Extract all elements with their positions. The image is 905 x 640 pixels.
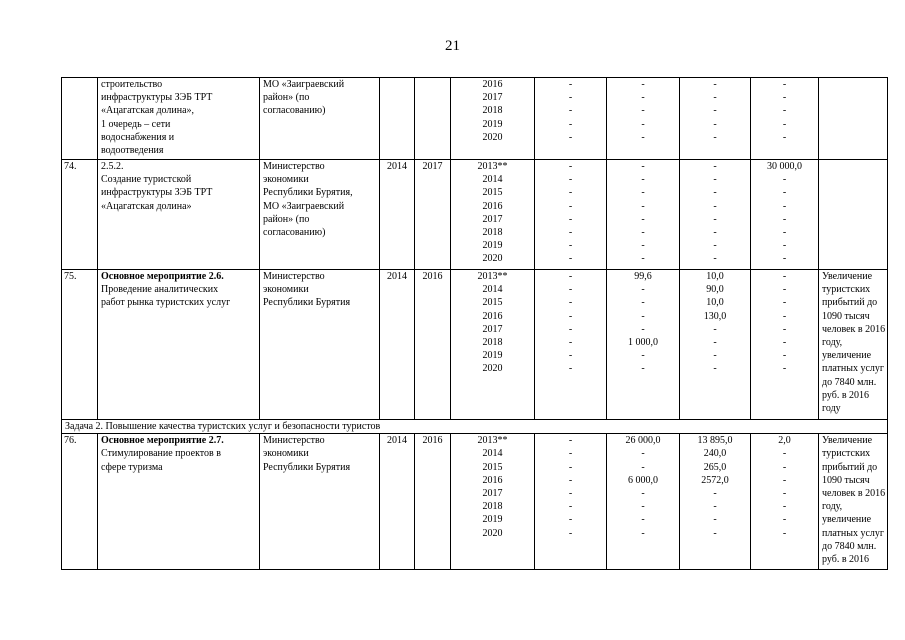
year-value: 2020 — [482, 527, 503, 539]
funding-value: - — [713, 200, 717, 212]
funding-value: - — [568, 310, 573, 322]
funding-value: - — [782, 527, 787, 539]
funding-value: - — [782, 105, 787, 117]
funding-value: - — [782, 118, 787, 130]
funding-value: 30 000,0 — [767, 161, 802, 172]
funding-value: - — [713, 105, 717, 117]
funding-value: - — [568, 461, 573, 473]
activity-name-line: строительство — [101, 79, 163, 90]
funding-value: 265,0 — [703, 461, 727, 473]
funding-value: - — [782, 487, 787, 499]
executor — [260, 78, 380, 160]
funding-value: 10,0 — [706, 297, 724, 309]
year-value: 2018 — [482, 105, 503, 117]
funding-value: 10,0 — [706, 271, 724, 282]
result-line: увеличение — [822, 350, 872, 362]
executor-line: Республики Бурятия — [263, 461, 351, 473]
funding-column-4 — [751, 78, 819, 160]
funding-value: - — [641, 240, 645, 252]
end-year: 2016 — [415, 270, 451, 420]
year-list — [451, 78, 535, 160]
funding-value: - — [782, 284, 787, 296]
activity-title-bold: Основное мероприятие 2.7. — [101, 435, 224, 447]
result-line: руб. в 2016 — [822, 553, 870, 565]
funding-value: - — [782, 461, 787, 473]
funding-column-4 — [751, 434, 819, 570]
funding-value: - — [641, 461, 645, 473]
funding-value: - — [782, 213, 787, 225]
activity-name-line: работ рынка туристских услуг — [101, 297, 231, 309]
funding-value: - — [568, 118, 573, 130]
funding-value: - — [568, 363, 573, 375]
executor — [260, 434, 380, 570]
funding-value: - — [782, 363, 787, 375]
year-value: 2016 — [482, 474, 503, 486]
executor-line: экономики — [263, 448, 309, 460]
funding-value: - — [568, 448, 573, 460]
funding-value: - — [713, 187, 717, 199]
funding-value: 26 000,0 — [625, 435, 661, 447]
year-value: 2017 — [482, 92, 503, 104]
funding-value: - — [568, 131, 573, 143]
year-value: 2017 — [482, 323, 503, 335]
year-value: 2014 — [482, 174, 503, 186]
result-line: платных услуг — [822, 527, 884, 539]
funding-value: - — [568, 79, 573, 90]
funding-value: - — [568, 297, 573, 309]
table-row — [62, 78, 888, 160]
funding-value: - — [568, 253, 573, 265]
funding-value: - — [641, 284, 645, 296]
funding-value: - — [713, 527, 717, 539]
funding-value: - — [568, 213, 573, 225]
result-line: Увеличение — [822, 271, 873, 282]
funding-value: - — [782, 350, 787, 362]
funding-value: - — [713, 323, 717, 335]
result-line: Увеличение — [822, 435, 873, 447]
funding-value: 2572,0 — [701, 474, 729, 486]
funding-value: - — [782, 448, 787, 460]
funding-value: - — [782, 187, 787, 199]
funding-value: 1 000,0 — [628, 336, 658, 348]
funding-value: - — [641, 363, 645, 375]
funding-value: - — [641, 501, 645, 513]
funding-value: - — [713, 350, 717, 362]
activity-name-line: 1 очередь – сети — [101, 118, 171, 130]
year-value: 2019 — [482, 350, 503, 362]
executor-line: согласованию) — [263, 105, 326, 117]
page-number: 21 — [445, 38, 460, 54]
funding-value: - — [568, 187, 573, 199]
funding-value: - — [713, 226, 717, 238]
funding-value: - — [568, 350, 573, 362]
year-value: 2013** — [477, 435, 508, 447]
funding-value: - — [641, 213, 645, 225]
executor-line: Министерство — [263, 161, 325, 172]
funding-value: - — [782, 131, 787, 143]
year-value: 2020 — [482, 131, 503, 143]
row-number: 75. — [62, 270, 98, 420]
funding-value: - — [641, 161, 645, 172]
funding-column-1 — [535, 434, 607, 570]
table-row — [62, 270, 888, 420]
funding-value: - — [568, 284, 573, 296]
activity-name-line: Проведение аналитических — [101, 284, 219, 296]
funding-value: - — [782, 514, 787, 526]
funding-value: - — [782, 297, 787, 309]
executor-line: согласованию) — [263, 226, 326, 238]
expected-result — [819, 78, 888, 160]
funding-column-1 — [535, 270, 607, 420]
result-line: руб. в 2016 — [822, 389, 870, 401]
year-value: 2019 — [482, 118, 503, 130]
executor — [260, 270, 380, 420]
funding-value: - — [782, 501, 787, 513]
activity-name-line: «Ацагатская долина», — [101, 105, 195, 117]
funding-value: - — [568, 161, 573, 172]
funding-value: - — [713, 79, 717, 90]
funding-value: - — [782, 336, 787, 348]
funding-value: - — [641, 448, 645, 460]
funding-value: 240,0 — [703, 448, 727, 460]
year-list — [451, 270, 535, 420]
activity-name — [98, 78, 260, 160]
funding-column-2 — [607, 270, 680, 420]
funding-value: 90,0 — [706, 284, 724, 296]
row-number — [62, 78, 98, 160]
activity-title-bold: Основное мероприятие 2.6. — [101, 271, 224, 282]
activity-name-line: Стимулирование проектов в — [101, 448, 221, 460]
start-year: 2014 — [380, 270, 415, 420]
year-value: 2016 — [482, 79, 503, 90]
funding-value: - — [641, 297, 645, 309]
funding-value: - — [568, 435, 573, 447]
year-value: 2018 — [482, 336, 503, 348]
funding-value: - — [713, 501, 717, 513]
funding-value: - — [641, 350, 645, 362]
funding-value: - — [713, 174, 717, 186]
funding-value: - — [641, 174, 645, 186]
funding-value: - — [641, 310, 645, 322]
funding-value: - — [782, 79, 787, 90]
result-line: году, — [822, 501, 843, 513]
table-row — [62, 434, 888, 570]
year-value: 2020 — [482, 363, 503, 375]
result-line: году, — [822, 336, 843, 348]
funding-value: - — [782, 200, 787, 212]
start-year: 2014 — [380, 434, 415, 570]
executor-line: район» (по — [263, 213, 310, 225]
funding-value: 6 000,0 — [628, 474, 658, 486]
expected-result — [819, 434, 888, 570]
activity-name — [98, 434, 260, 570]
funding-column-4 — [751, 270, 819, 420]
funding-value: - — [641, 323, 645, 335]
end-year: 2016 — [415, 434, 451, 570]
funding-value: 99,6 — [634, 271, 652, 282]
year-value: 2019 — [482, 514, 503, 526]
result-line: человек в 2016 — [822, 323, 886, 335]
funding-value: - — [782, 92, 787, 104]
activity-name — [98, 160, 260, 270]
activity-name-line: инфраструктуры ЗЭБ ТРТ — [101, 92, 213, 104]
funding-value: - — [568, 92, 573, 104]
result-line: до 7840 млн. — [822, 540, 877, 552]
funding-value: - — [713, 131, 717, 143]
funding-value: - — [713, 514, 717, 526]
task-row — [62, 420, 888, 434]
result-line: прибытий до — [822, 461, 878, 473]
result-line: туристских — [822, 448, 871, 460]
funding-value: - — [641, 118, 645, 130]
funding-value: - — [568, 487, 573, 499]
funding-value: - — [782, 323, 787, 335]
funding-value: - — [568, 323, 573, 335]
executor-line: Министерство — [263, 271, 325, 282]
funding-value: - — [713, 253, 717, 265]
funding-value: - — [568, 200, 573, 212]
year-value: 2018 — [482, 501, 503, 513]
funding-value: - — [568, 501, 573, 513]
funding-value: - — [641, 92, 645, 104]
result-line: увеличение — [822, 514, 872, 526]
funding-column-3 — [680, 78, 751, 160]
funding-value: 130,0 — [703, 310, 727, 322]
result-line: 1090 тысяч — [822, 474, 870, 486]
funding-column-3 — [680, 160, 751, 270]
result-line: до 7840 млн. — [822, 376, 877, 388]
funding-value: - — [568, 527, 573, 539]
funding-value: - — [568, 240, 573, 252]
funding-value: - — [568, 514, 573, 526]
funding-value: - — [568, 174, 573, 186]
funding-value: - — [713, 336, 717, 348]
year-value: 2015 — [482, 297, 503, 309]
funding-value: - — [713, 161, 717, 172]
funding-value: - — [641, 131, 645, 143]
funding-value: - — [713, 240, 717, 252]
year-value: 2018 — [482, 226, 503, 238]
funding-value: - — [568, 336, 573, 348]
year-list — [451, 160, 535, 270]
activity-name-line: водоотведения — [101, 144, 164, 156]
funding-value: - — [641, 226, 645, 238]
year-value: 2017 — [482, 213, 503, 225]
row-number: 76. — [62, 434, 98, 570]
expected-result — [819, 160, 888, 270]
funding-value: - — [568, 271, 573, 282]
funding-column-2 — [607, 160, 680, 270]
table-row — [62, 160, 888, 270]
executor-line: экономики — [263, 284, 309, 296]
activity-name-line: инфраструктуры ЗЭБ ТРТ — [101, 187, 213, 199]
funding-column-2 — [607, 78, 680, 160]
funding-value: - — [713, 118, 717, 130]
year-value: 2020 — [482, 253, 503, 265]
activity-name-line: Создание туристской — [101, 174, 192, 186]
start-year: 2014 — [380, 160, 415, 270]
funding-value: - — [641, 487, 645, 499]
result-line: туристских — [822, 284, 871, 296]
executor — [260, 160, 380, 270]
activity-name-line: сфере туризма — [101, 461, 163, 473]
funding-value: - — [782, 240, 787, 252]
funding-value: - — [641, 527, 645, 539]
funding-value: - — [641, 79, 645, 90]
table-body — [62, 78, 888, 570]
result-line: прибытий до — [822, 297, 878, 309]
year-value: 2014 — [482, 284, 503, 296]
funding-value: - — [713, 487, 717, 499]
funding-column-4 — [751, 160, 819, 270]
result-line: 1090 тысяч — [822, 310, 870, 322]
funding-value: 13 895,0 — [697, 435, 733, 447]
activity-name-line: водоснабжения и — [101, 131, 175, 143]
end-year: 2017 — [415, 160, 451, 270]
funding-value: - — [782, 310, 787, 322]
funding-column-3 — [680, 434, 751, 570]
funding-value: - — [641, 105, 645, 117]
activity-name-line: «Ацагатская долина» — [101, 200, 192, 212]
funding-value: - — [782, 271, 787, 282]
year-value: 2019 — [482, 240, 503, 252]
year-value: 2017 — [482, 487, 503, 499]
funding-value: - — [568, 105, 573, 117]
funding-value: - — [713, 92, 717, 104]
funding-value: - — [568, 226, 573, 238]
funding-column-2 — [607, 434, 680, 570]
funding-column-1 — [535, 78, 607, 160]
year-value: 2013** — [477, 161, 508, 172]
year-value: 2015 — [482, 187, 503, 199]
funding-column-3 — [680, 270, 751, 420]
year-list — [451, 434, 535, 570]
program-table — [61, 77, 888, 570]
funding-value: - — [641, 187, 645, 199]
funding-value: - — [782, 253, 787, 265]
funding-value: - — [641, 200, 645, 212]
year-value: 2015 — [482, 461, 503, 473]
expected-result — [819, 270, 888, 420]
task-heading: Задача 2. Повышение качества туристских услуг и безопасности туристов — [62, 420, 888, 434]
result-line: человек в 2016 — [822, 487, 886, 499]
activity-name — [98, 270, 260, 420]
funding-value: - — [641, 253, 645, 265]
executor-line: МО «Заиграевский — [263, 79, 345, 90]
funding-value: 2,0 — [778, 435, 791, 447]
activity-name-line: 2.5.2. — [101, 161, 124, 172]
end-year — [415, 78, 451, 160]
funding-value: - — [782, 226, 787, 238]
result-line: платных услуг — [822, 363, 884, 375]
executor-line: Республики Бурятия — [263, 297, 351, 309]
executor-line: Министерство — [263, 435, 325, 447]
row-number: 74. — [62, 160, 98, 270]
year-value: 2013** — [477, 271, 508, 282]
year-value: 2014 — [482, 448, 503, 460]
year-value: 2016 — [482, 310, 503, 322]
funding-value: - — [713, 363, 717, 375]
year-value: 2016 — [482, 200, 503, 212]
executor-line: МО «Заиграевский — [263, 200, 345, 212]
funding-value: - — [782, 474, 787, 486]
executor-line: Республики Бурятия, — [263, 187, 353, 199]
start-year — [380, 78, 415, 160]
result-line: году — [822, 402, 841, 414]
funding-value: - — [713, 213, 717, 225]
executor-line: экономики — [263, 174, 309, 186]
executor-line: район» (по — [263, 92, 310, 104]
funding-value: - — [782, 174, 787, 186]
funding-column-1 — [535, 160, 607, 270]
funding-value: - — [568, 474, 573, 486]
funding-value: - — [641, 514, 645, 526]
